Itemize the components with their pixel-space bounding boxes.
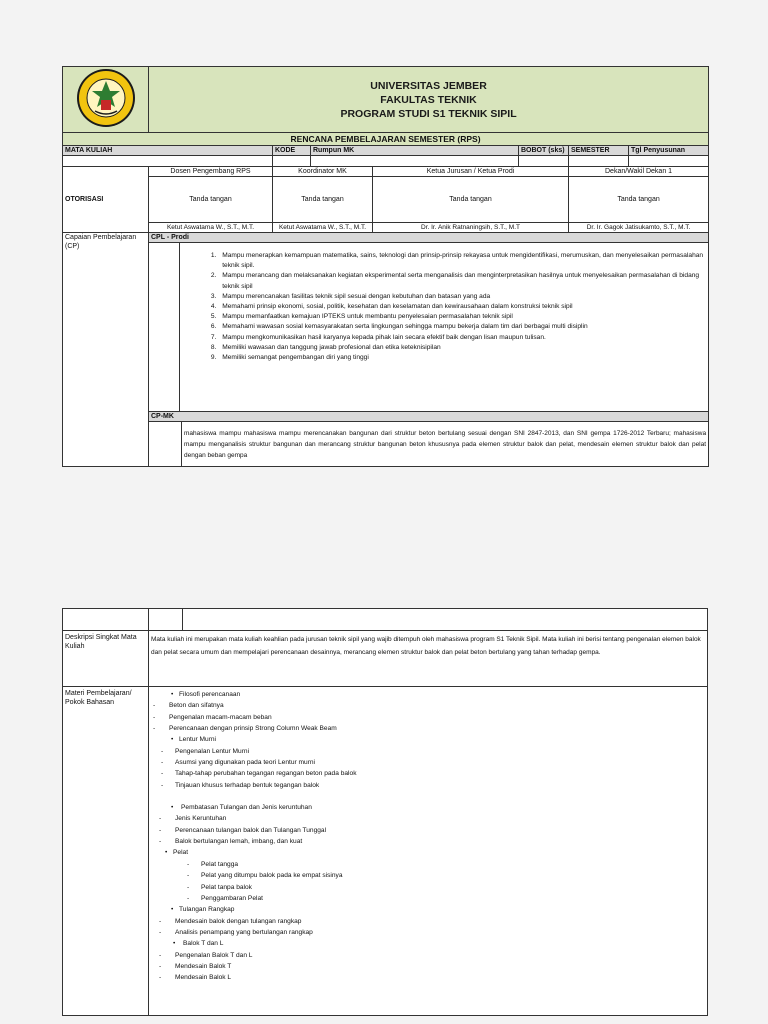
capaian-label: Capaian Pembelajaran (CP) xyxy=(63,233,149,467)
materi-item: - Pengenalan Lentur Murni xyxy=(151,746,705,757)
materi-item: - Asumsi yang digunakan pada teori Lentur murni xyxy=(151,757,705,768)
rps-page-2 xyxy=(62,608,708,1016)
dash-marker: - xyxy=(153,725,156,733)
materi-item: - Perencanaan tulangan balok dan Tulangan Tunggal xyxy=(151,825,705,836)
dash-marker: - xyxy=(161,770,164,778)
role-koordinator: Koordinator MK xyxy=(273,167,373,177)
institution-title-cell xyxy=(149,67,709,133)
cpl-item: 3. Mampu merencanakan fasilitas teknik sipil sesuai dengan kebutuhan dan batasan yang ada xyxy=(218,292,708,302)
materi-item: • Pelat xyxy=(151,847,705,858)
materi-item: - Tahap-tahap perubahan tegangan regangan beton pada balok xyxy=(151,768,705,779)
materi-item: - Beton dan sifatnya xyxy=(151,700,705,711)
name-dekan: Dr. Ir. Gagok Jatisukamto, S.T., M.T. xyxy=(569,223,709,233)
dash-marker: - xyxy=(159,928,162,936)
mata-kuliah-label: MATA KULIAH xyxy=(63,146,273,156)
cpl-cell xyxy=(149,243,709,412)
cpmk-header: CP-MK xyxy=(149,412,709,422)
materi-item: - Mendesain Balok L xyxy=(151,972,705,983)
name-dosen: Ketut Aswatama W., S.T., M.T. xyxy=(149,223,273,233)
deskripsi-label: Deskripsi Singkat Mata Kuliah xyxy=(63,631,149,687)
bullet-marker: • xyxy=(171,804,174,812)
cpmk-cell xyxy=(149,422,709,467)
empty-cell xyxy=(183,609,708,631)
dash-marker: - xyxy=(187,872,190,880)
university-name: UNIVERSITAS JEMBER xyxy=(370,79,487,92)
semester-value xyxy=(569,156,629,167)
materi-item: • Balok T dan L xyxy=(151,938,705,949)
materi-item: - Analisis penampang yang bertulangan rangkap xyxy=(151,927,705,938)
bullet-marker: • xyxy=(173,940,176,948)
cpl-item: 6. Memahami wawasan sosial kemasyarakatan serta lingkungan sehingga mampu bekerja dalam tim dari berbagai multi disiplin xyxy=(218,322,708,332)
empty-cell xyxy=(63,609,149,631)
faculty-name: FAKULTAS TEKNIK xyxy=(380,93,477,106)
cpl-item: 7. Mampu mengkomunikasikan hasil karyanya kepada pihak lain secara efektif baik dengan lisan maupun tulisan. xyxy=(218,333,708,343)
dash-marker: - xyxy=(187,894,190,902)
dash-marker: - xyxy=(153,702,156,710)
materi-item: - Jenis Keruntuhan xyxy=(151,813,705,824)
dash-marker: - xyxy=(159,917,162,925)
name-koordinator: Ketut Aswatama W., S.T., M.T. xyxy=(273,223,373,233)
dash-marker: - xyxy=(187,883,190,891)
otorisasi-label: OTORISASI xyxy=(63,167,149,233)
dash-marker: - xyxy=(159,815,162,823)
dash-marker: - xyxy=(159,962,162,970)
role-dosen: Dosen Pengembang RPS xyxy=(149,167,273,177)
program-name: PROGRAM STUDI S1 TEKNIK SIPIL xyxy=(340,107,517,120)
rumpun-value xyxy=(311,156,519,167)
materi-item: • Lentur Murni xyxy=(151,734,705,745)
sign-dekan: Tanda tangan xyxy=(569,177,709,223)
materi-item: - Penggambaran Pelat xyxy=(151,893,705,904)
tgl-value xyxy=(629,156,709,167)
materi-item: - Pelat tanpa balok xyxy=(151,882,705,893)
cpl-item: 5. Mampu memanfaatkan kemajuan IPTEKS untuk membantu penyelesaian permasalahan teknik sipil xyxy=(218,312,708,322)
dash-marker: - xyxy=(159,826,162,834)
bobot-label: BOBOT (sks) xyxy=(519,146,569,156)
sign-ketua: Tanda tangan xyxy=(373,177,569,223)
dash-marker: - xyxy=(153,713,156,721)
materi-item: - Pengenalan Balok T dan L xyxy=(151,950,705,961)
empty-cell xyxy=(149,609,183,631)
rps-page-1 xyxy=(62,66,708,467)
materi-item: - Mendesain balok dengan tulangan rangkap xyxy=(151,916,705,927)
materi-item: • Tulangan Rangkap xyxy=(151,904,705,915)
materi-cell xyxy=(149,687,708,1016)
role-dekan: Dekan/Wakil Dekan 1 xyxy=(569,167,709,177)
dash-marker: - xyxy=(159,974,162,982)
university-logo-icon xyxy=(75,67,137,129)
kode-label: KODE xyxy=(273,146,311,156)
materi-item: - Pelat yang ditumpu balok pada ke empat sisinya xyxy=(151,870,705,881)
materi-item: - Mendesain Balok T xyxy=(151,961,705,972)
sign-koordinator: Tanda tangan xyxy=(273,177,373,223)
cpmk-text: mahasiswa mampu mahasiswa mampu merencanakan bangunan dari struktur beton bertulang sesuai dengan SNI 2847-2013, dan SNI gempa 1726-2012 Terbaru; mahasiswa mampu menganalisis struktur bangunan dan merancang struktur bangunan beton khususnya pada elemen struktur balok dan pelat, mendesain elemen struktur balok dan pelat dengan beban gempa xyxy=(184,430,707,459)
materi-item: - Perencanaan dengan prinsip Strong Column Weak Beam xyxy=(151,723,705,734)
dash-marker: - xyxy=(161,781,164,789)
spacer xyxy=(151,791,705,802)
semester-label: SEMESTER xyxy=(569,146,629,156)
tgl-label: Tgl Penyusunan xyxy=(629,146,709,156)
materi-item: - Pelat tangga xyxy=(151,859,705,870)
dash-marker: - xyxy=(159,951,162,959)
cpl-item: 1. Mampu menerapkan kemampuan matematika, sains, teknologi dan prinsip-prinsip rekayasa untuk mengidentifikasi, merumuskan, dan menyelesaikan permasalahan teknik sipil. xyxy=(218,251,708,271)
materi-item: • Filosofi perencanaan xyxy=(151,689,705,700)
cpl-item: 9. Memiliki semangat pengembangan diri yang tinggi xyxy=(218,353,708,363)
cpl-item: 2. Mampu merancang dan melaksanakan kegiatan eksperimental serta menganalisis dan menginterpretasikan hasilnya untuk menyelesaikan permasalahan di bidang teknik sipil xyxy=(218,271,708,291)
role-ketua: Ketua Jurusan / Ketua Prodi xyxy=(373,167,569,177)
logo-cell xyxy=(63,67,149,133)
materi-item: - Pengenalan macam-macam beban xyxy=(151,712,705,723)
name-ketua: Dr. Ir. Anik Ratnaningsih, S.T., M.T xyxy=(373,223,569,233)
mata-kuliah-value xyxy=(63,156,273,167)
rps-header-table xyxy=(62,66,709,467)
materi-item: • Pembatasan Tulangan dan Jenis keruntuhan xyxy=(151,802,705,813)
materi-label: Materi Pembelajaran/ Pokok Bahasan xyxy=(63,687,149,1016)
cpl-header: CPL - Prodi xyxy=(149,233,709,243)
sign-dosen: Tanda tangan xyxy=(149,177,273,223)
dash-marker: - xyxy=(161,747,164,755)
materi-item: - Tinjauan khusus terhadap bentuk tegangan balok xyxy=(151,780,705,791)
bullet-marker: • xyxy=(171,736,174,744)
kode-value xyxy=(273,156,311,167)
cpl-list xyxy=(180,251,708,411)
dash-marker: - xyxy=(161,759,164,767)
rps-detail-table xyxy=(62,608,708,1016)
bullet-marker: • xyxy=(165,849,168,857)
dash-marker: - xyxy=(159,838,162,846)
cpl-item: 8. Memiliki wawasan dan tanggung jawab profesional dan etika keteknisipilan xyxy=(218,343,708,353)
bobot-value xyxy=(519,156,569,167)
materi-list xyxy=(151,689,705,984)
rps-title: RENCANA PEMBELAJARAN SEMESTER (RPS) xyxy=(63,133,709,146)
bullet-marker: • xyxy=(171,691,174,698)
dash-marker: - xyxy=(187,860,190,868)
materi-item: - Balok bertulangan lemah, imbang, dan kuat xyxy=(151,836,705,847)
rumpun-label: Rumpun MK xyxy=(311,146,519,156)
deskripsi-text: Mata kuliah ini merupakan mata kuliah keahlian pada jurusan teknik sipil yang wajib ditempuh oleh mahasiswa program S1 Teknik Sipil. Mata kuliah ini berisi tentang pengenalan elemen balok dan pelat secara umum dan mempelajari perencanaan desainnya, merancang elemen struktur balok dan pelat beton bertulang yang tahan terhadap gempa. xyxy=(149,631,708,687)
bullet-marker: • xyxy=(171,906,174,914)
cpl-item: 4. Memahami prinsip ekonomi, sosial, politik, kesehatan dan keselamatan dan kewirausahaan dalam konstruksi teknik sipil xyxy=(218,302,708,312)
